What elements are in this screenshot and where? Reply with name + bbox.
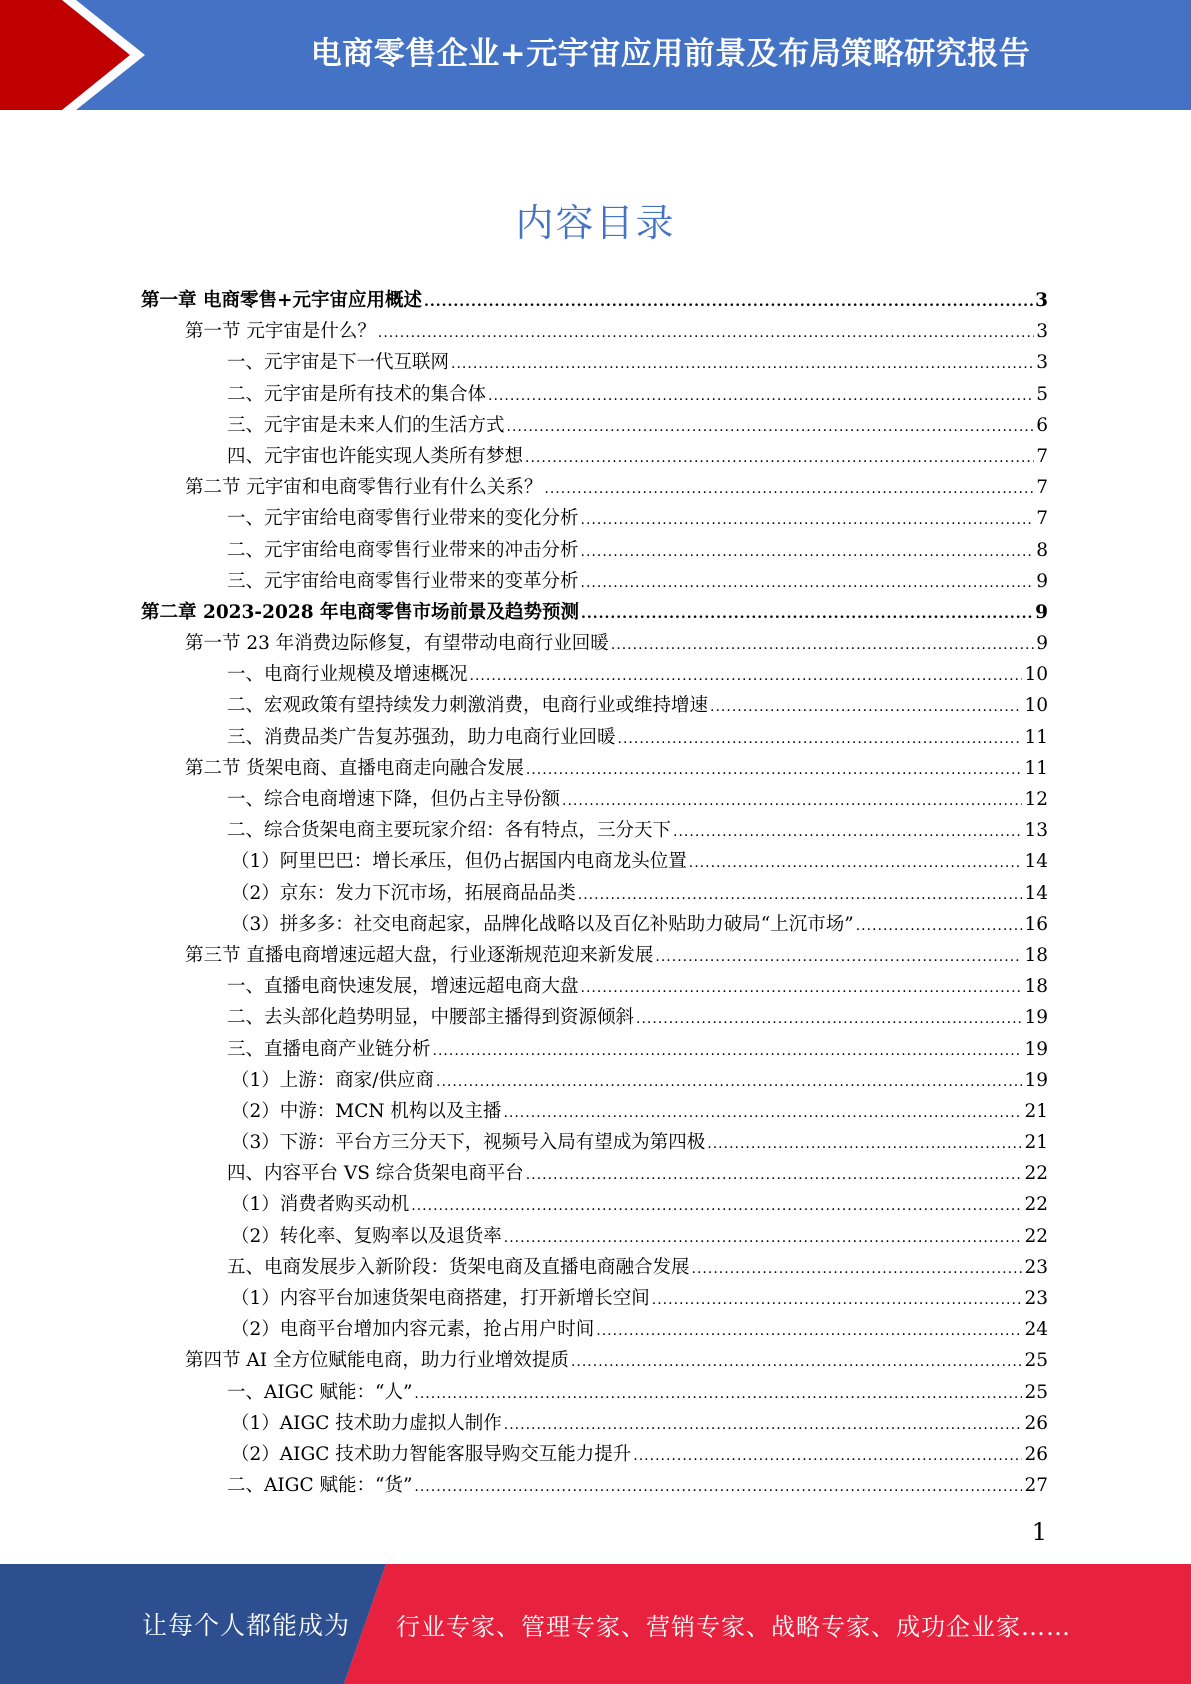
toc-entry-page: 26 [1024, 1412, 1048, 1434]
toc-entry-label: 第一章 电商零售+元宇宙应用概述 [141, 290, 422, 311]
toc-entry-label: （3）下游：平台方三分天下，视频号入局有望成为第四极 [231, 1132, 706, 1154]
toc-entry[interactable] [141, 1283, 1048, 1314]
toc-entry-label: 一、元宇宙是下一代互联网 [227, 352, 450, 374]
toc-entry-page: 7 [1036, 477, 1048, 499]
toc-leader-dots [503, 1098, 1022, 1129]
toc-entry-page: 3 [1036, 352, 1048, 374]
toc-entry[interactable] [141, 1158, 1048, 1189]
toc-entry-page: 14 [1024, 851, 1048, 873]
toc-entry-label: 一、综合电商增速下降，但仍占主导份额 [227, 789, 561, 810]
toc-entry-label: 第三节 直播电商增速远超大盘，行业逐渐规范迎来新发展 [185, 944, 654, 966]
toc-entry[interactable] [141, 659, 1048, 690]
toc-entry-label: 四、元宇宙也许能实现人类所有梦想 [227, 445, 524, 467]
toc-entry-page: 9 [1036, 570, 1048, 592]
toc-entry[interactable] [141, 1065, 1048, 1096]
report-title: 电商零售企业+元宇宙应用前景及布局策略研究报告 [310, 35, 1031, 72]
toc-entry-page: 12 [1024, 789, 1048, 810]
toc-entry-page: 10 [1024, 695, 1048, 717]
toc-entry[interactable] [141, 535, 1048, 566]
toc-entry-page: 8 [1036, 539, 1048, 561]
toc-heading: 内容目录 [515, 201, 676, 245]
toc-entry-label: （1）阿里巴巴：增长承压，但仍占据国内电商龙头位置 [231, 851, 687, 873]
toc-entry-page: 27 [1024, 1475, 1048, 1497]
toc-leader-dots [436, 1067, 1022, 1098]
toc-entry-page: 6 [1036, 414, 1048, 436]
toc-entry-page: 14 [1024, 882, 1048, 904]
toc-entry[interactable] [141, 1408, 1048, 1439]
toc-leader-dots [526, 755, 1023, 786]
toc-entry-label: 三、元宇宙是未来人们的生活方式 [227, 414, 505, 436]
toc-entry[interactable] [141, 410, 1048, 441]
toc-entry-label: 二、宏观政策有望持续发力刺激消费，电商行业或维持增速 [227, 695, 709, 717]
toc-entry[interactable] [141, 1377, 1048, 1408]
toc-leader-dots [433, 1036, 1023, 1067]
toc-leader-dots [633, 1441, 1022, 1472]
toc-leader-dots [525, 443, 1034, 474]
toc-entry-label: 一、电商行业规模及增速概况 [227, 664, 468, 686]
toc-entry-page: 22 [1024, 1194, 1048, 1216]
toc-entry-label: （1）上游：商家/供应商 [231, 1069, 435, 1091]
toc-entry-page: 24 [1024, 1319, 1048, 1341]
toc-leader-dots [451, 349, 1034, 380]
toc-entry-page: 25 [1024, 1350, 1048, 1372]
toc-entry-page: 3 [1035, 290, 1048, 311]
toc-leader-dots [504, 1410, 1023, 1441]
toc-entry[interactable] [141, 503, 1048, 534]
toc-entry-page: 25 [1024, 1381, 1048, 1403]
toc-entry-label: （2）中游：MCN 机构以及主播 [231, 1100, 502, 1122]
toc-entry-label: 三、元宇宙给电商零售行业带来的变革分析 [227, 570, 579, 592]
toc-entry[interactable] [141, 1314, 1048, 1345]
toc-leader-dots [581, 973, 1023, 1004]
toc-entry[interactable] [141, 909, 1048, 940]
toc-entry[interactable] [141, 1002, 1048, 1033]
toc-entry-page: 26 [1024, 1443, 1048, 1465]
toc-entry[interactable] [141, 1189, 1048, 1220]
toc-entry-label: 第二节 货架电商、直播电商走向融合发展 [185, 757, 524, 779]
page-number: 1 [1031, 1518, 1047, 1546]
footer-slogan-left: 让每个人都能成为 [142, 1611, 351, 1640]
toc-entry-label: （2）AIGC 技术助力智能客服导购交互能力提升 [231, 1443, 632, 1465]
header-arrow-icon [0, 0, 160, 110]
toc-leader-dots [414, 1379, 1022, 1410]
toc-leader-dots [652, 1285, 1023, 1316]
toc-entry-label: （1）内容平台加速货架电商搭建，打开新增长空间 [231, 1288, 650, 1309]
toc-leader-dots [526, 1160, 1023, 1191]
toc-entry[interactable] [141, 316, 1048, 347]
toc-leader-dots [636, 1004, 1022, 1035]
toc-entry-label: 三、直播电商产业链分析 [227, 1038, 431, 1060]
toc-leader-dots [581, 568, 1035, 599]
toc-leader-dots [856, 911, 1023, 942]
toc-entry-label: （2）电商平台增加内容元素，抢占用户时间 [231, 1319, 595, 1341]
toc-entry-label: （1）AIGC 技术助力虚拟人制作 [231, 1412, 502, 1434]
toc-leader-dots [470, 661, 1023, 692]
toc-entry-page: 19 [1024, 1069, 1048, 1091]
toc-entry-label: 二、元宇宙给电商零售行业带来的冲击分析 [227, 539, 579, 561]
toc-entry[interactable] [141, 628, 1048, 659]
toc-entry-label: 第二节 元宇宙和电商零售行业有什么关系？ [185, 477, 543, 499]
toc-entry-label: 第四节 AI 全方位赋能电商，助力行业增效提质 [185, 1350, 569, 1372]
toc-leader-dots [692, 1254, 1023, 1285]
toc-entry-page: 9 [1036, 633, 1048, 655]
toc-entry-page: 13 [1024, 820, 1048, 842]
toc-entry-page: 7 [1036, 508, 1048, 530]
toc-entry[interactable] [141, 1096, 1048, 1127]
toc-entry-page: 3 [1036, 321, 1048, 343]
toc-entry-label: 一、AIGC 赋能：“人” [227, 1381, 413, 1403]
toc-leader-dots [618, 724, 1023, 755]
footer-slogan-right: 行业专家、管理专家、营销专家、战略专家、成功企业家…… [396, 1612, 1071, 1641]
toc-entry-label: 四、内容平台 VS 综合货架电商平台 [227, 1163, 524, 1185]
toc-entry-page: 10 [1024, 664, 1048, 686]
toc-entry-page: 21 [1024, 1100, 1048, 1122]
toc-entry[interactable] [141, 1034, 1048, 1065]
toc-entry[interactable] [141, 597, 1048, 628]
toc-entry[interactable] [141, 1345, 1048, 1376]
toc-entry-page: 18 [1024, 976, 1048, 998]
toc-entry-page: 19 [1024, 1007, 1048, 1029]
toc-leader-dots [611, 630, 1034, 661]
toc-entry-page: 7 [1036, 445, 1048, 467]
toc-entry-label: 第二章 2023-2028 年电商零售市场前景及趋势预测 [141, 601, 580, 623]
toc-entry[interactable] [141, 690, 1048, 721]
toc-entry[interactable] [141, 441, 1048, 472]
toc-leader-dots [504, 1223, 1023, 1254]
toc-leader-dots [488, 381, 1034, 412]
toc-entry-label: （2）京东：发力下沉市场，拓展商品品类 [231, 882, 576, 904]
toc-leader-dots [424, 287, 1033, 318]
toc-entry-page: 16 [1024, 913, 1048, 935]
toc-entry-label: （3）拼多多：社交电商起家，品牌化战略以及百亿补贴助力破局“上沉市场” [231, 913, 854, 935]
toc-leader-dots [571, 1347, 1023, 1378]
toc-entry-page: 9 [1035, 601, 1048, 623]
toc-entry-label: 二、综合货架电商主要玩家介绍：各有特点，三分天下 [227, 820, 672, 842]
toc-entry[interactable] [141, 815, 1048, 846]
toc-entry[interactable] [141, 1127, 1048, 1158]
toc-leader-dots [562, 786, 1022, 817]
toc-entry-label: 三、消费品类广告复苏强劲，助力电商行业回暖 [227, 726, 616, 748]
toc-entry[interactable] [141, 347, 1048, 378]
toc-leader-dots [581, 537, 1035, 568]
toc-leader-dots [596, 1316, 1022, 1347]
toc-entry[interactable] [141, 846, 1048, 877]
header-band [0, 0, 1191, 110]
toc-entry-label: 二、AIGC 赋能：“货” [227, 1475, 413, 1497]
toc-entry-label: 第一节 23 年消费边际修复，有望带动电商行业回暖 [185, 633, 609, 655]
toc-entry[interactable] [141, 1221, 1048, 1252]
table-of-contents [141, 285, 1048, 1501]
toc-entry-page: 22 [1024, 1225, 1048, 1247]
toc-entry-label: 一、元宇宙给电商零售行业带来的变化分析 [227, 508, 579, 530]
toc-leader-dots [544, 474, 1034, 505]
toc-entry-page: 18 [1024, 944, 1048, 966]
toc-leader-dots [581, 599, 1033, 630]
toc-entry[interactable] [141, 1439, 1048, 1470]
toc-leader-dots [411, 1191, 1022, 1222]
toc-entry[interactable] [141, 784, 1048, 815]
toc-entry-page: 11 [1024, 726, 1048, 748]
toc-entry-page: 19 [1024, 1038, 1048, 1060]
toc-leader-dots [507, 412, 1035, 443]
toc-entry[interactable] [141, 722, 1048, 753]
toc-entry[interactable] [141, 971, 1048, 1002]
toc-entry-label: 一、直播电商快速发展，增速远超电商大盘 [227, 976, 579, 998]
footer-band [0, 1564, 1191, 1684]
toc-entry[interactable] [141, 878, 1048, 909]
toc-entry-page: 23 [1024, 1288, 1048, 1309]
toc-leader-dots [378, 318, 1034, 349]
toc-entry[interactable] [141, 940, 1048, 971]
toc-entry-label: （1）消费者购买动机 [231, 1194, 410, 1216]
toc-entry-page: 22 [1024, 1163, 1048, 1185]
toc-entry[interactable] [141, 379, 1048, 410]
toc-leader-dots [689, 848, 1023, 879]
toc-entry-label: （2）转化率、复购率以及退货率 [231, 1225, 502, 1247]
toc-leader-dots [655, 942, 1022, 973]
toc-entry[interactable] [141, 1252, 1048, 1283]
toc-leader-dots [414, 1472, 1022, 1503]
toc-entry-page: 21 [1024, 1132, 1048, 1154]
toc-entry[interactable] [141, 472, 1048, 503]
toc-entry[interactable] [141, 1470, 1048, 1501]
toc-entry[interactable] [141, 753, 1048, 784]
toc-entry-label: 第一节 元宇宙是什么？ [185, 321, 376, 343]
toc-leader-dots [710, 692, 1022, 723]
toc-entry-label: 五、电商发展步入新阶段：货架电商及直播电商融合发展 [227, 1256, 690, 1278]
toc-entry[interactable] [141, 285, 1048, 316]
toc-entry-page: 5 [1036, 383, 1048, 405]
toc-leader-dots [578, 880, 1023, 911]
toc-leader-dots [673, 817, 1022, 848]
toc-entry-label: 二、去头部化趋势明显，中腰部主播得到资源倾斜 [227, 1007, 635, 1029]
toc-entry-page: 11 [1024, 757, 1048, 779]
toc-entry-page: 23 [1024, 1256, 1048, 1278]
toc-leader-dots [707, 1129, 1022, 1160]
toc-entry[interactable] [141, 566, 1048, 597]
toc-entry-label: 二、元宇宙是所有技术的集合体 [227, 383, 487, 405]
toc-leader-dots [581, 505, 1035, 536]
